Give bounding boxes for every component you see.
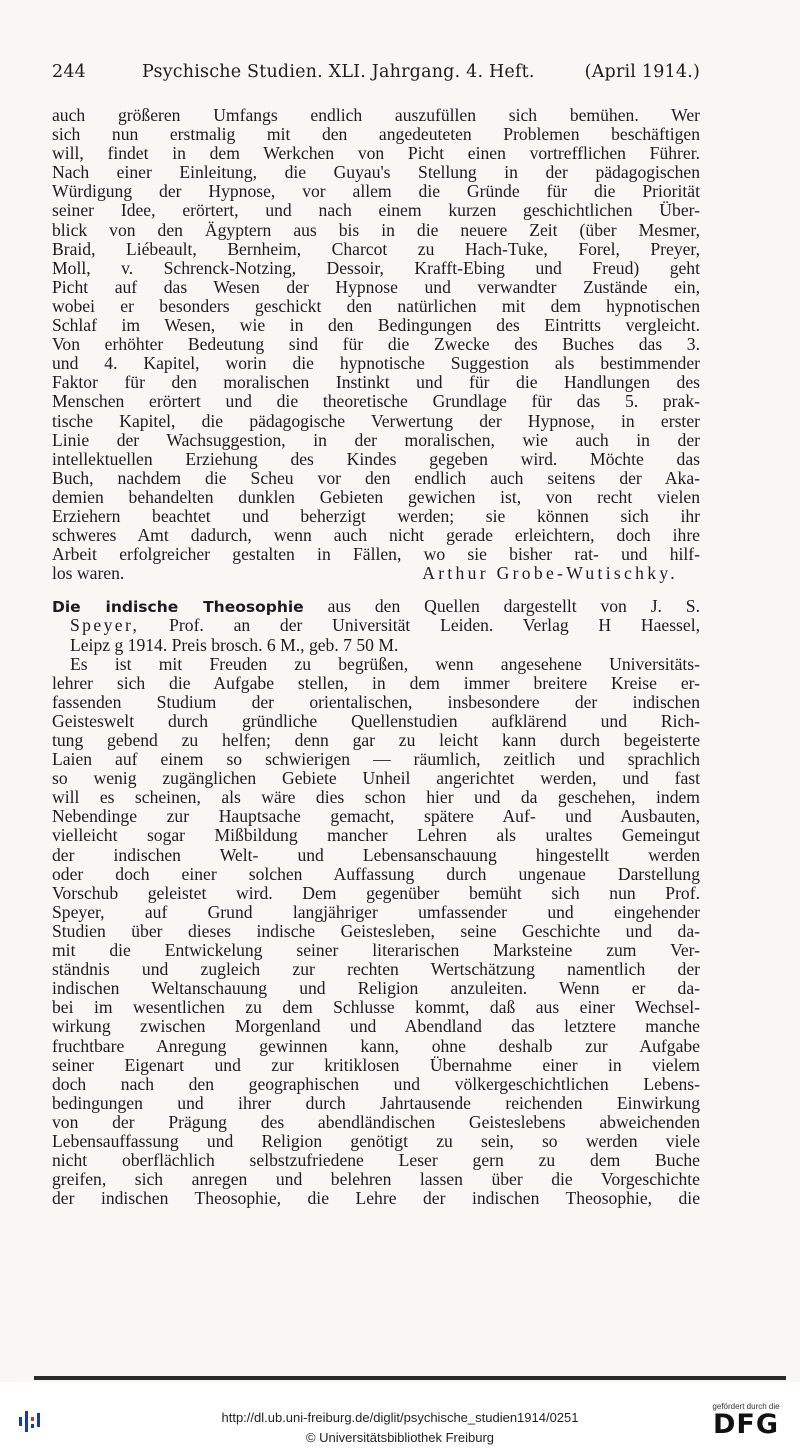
- review-picht-line: Würdigung der Hypnose, vor allem die Gründe für die Priorität: [52, 181, 700, 202]
- review-speyer-line: der indischen Theosophie, die Lehre der indischen Theosophie, die: [52, 1188, 700, 1209]
- review-picht-line: will, findet in dem Werkchen von Picht einen vortrefflichen Führer.: [52, 143, 700, 164]
- review-speyer-line: Speyer, auf Grund langjähriger umfassender und eingehender: [52, 901, 700, 922]
- review-speyer-line: bedingungen und ihrer durch Jahrtausende reichenden Einwirkung: [52, 1092, 700, 1113]
- review-book-author: Speyer,: [70, 615, 140, 636]
- review-speyer-line: der indischen Welt- und Lebensanschauung hingestellt werden: [52, 844, 700, 865]
- review-speyer-line: wirkung zwischen Morgenland und Abendland das letztere manche: [52, 1016, 700, 1037]
- review-heading-line: [52, 597, 700, 616]
- review-picht-line: Von erhöhter Bedeutung sind für die Zwecke des Buches das 3.: [52, 334, 700, 355]
- review-speyer-line: Studien über dieses indische Geistesleben, seine Geschichte und da-: [52, 920, 700, 941]
- review-picht-line: und 4. Kapitel, worin die hypnotische Suggestion als bestimmender: [52, 353, 700, 374]
- review-picht-line: seiner Idee, erörtert, und nach einem kurzen geschichtlichen Über-: [52, 200, 700, 221]
- review-speyer-line: will es scheinen, als wäre dies schon hier und da geschehen, indem: [52, 787, 700, 808]
- review-speyer-line: indischen Weltanschauung und Religion anzuleiten. Wenn er da-: [52, 978, 700, 999]
- review-speyer-line: Laien auf einem so schwierigen — räumlich, zeitlich und sprachlich: [52, 749, 700, 770]
- review-picht-line: Faktor für den moralischen Instinkt und für die Handlungen des: [52, 372, 700, 393]
- dfg-funded-by: gefördert durch die: [712, 1402, 780, 1411]
- review-book-title-rest: aus den Quellen dargestellt von J. S.: [327, 596, 700, 617]
- running-header: [52, 62, 700, 82]
- review-picht-line: sich nun erstmalig mit den angedeuteten Problemen beschäftigen: [52, 124, 700, 145]
- review-publication-line: Leipz g 1914. Preis brosch. 6 M., geb. 7 50 M.: [70, 634, 399, 655]
- review-picht-line: Arbeit erfolgreicher gestalten in Fällen, wo sie bisher rat- und hilf-: [52, 544, 700, 565]
- review-speyer-line: Lebensauffassung und Religion genötigt zu sein, so werden viele: [52, 1130, 700, 1151]
- review-speyer-line: vielleicht sogar Mißbildung mancher Lehren als uraltes Gemeingut: [52, 825, 700, 846]
- review-speyer-line: Nebendinge zur Hauptsache gemacht, spätere Auf- und Ausbauten,: [52, 806, 700, 827]
- review-picht-line: tische Kapitel, die pädagogische Verwertung der Hypnose, in erster: [52, 410, 700, 431]
- dfg-logo: [704, 1402, 788, 1439]
- review-speyer-line: greifen, sich anregen und belehren lassen über die Vorgeschichte: [52, 1169, 700, 1190]
- review-closing-line: [52, 564, 700, 583]
- review-picht-line: Buch, nachdem die Scheu vor den endlich auch seitens der Aka-: [52, 467, 700, 488]
- body-text: [52, 106, 700, 1208]
- review-picht-line: Linie der Wachsuggestion, in der moralischen, wie auch in der: [52, 429, 700, 450]
- review-picht-line: wobei er besonders geschickt den natürlichen mit dem hypnotischen: [52, 295, 700, 316]
- page-bottom-rule: [34, 1376, 786, 1380]
- dfg-wordmark: DFG: [712, 1409, 780, 1440]
- review-meta-line: [52, 616, 700, 635]
- review-picht-line: Nach einer Einleitung, die Guyau's Stellung in der pädagogischen: [52, 162, 700, 183]
- review-speyer-line: nicht oberflächlich selbstzufriedene Leser gern zu dem Buche: [52, 1150, 700, 1171]
- review-picht-line: schweres Amt dadurch, wenn auch nicht gerade erleichtern, doch ihre: [52, 525, 700, 546]
- review-speyer-line: doch nach den geographischen und völkergeschichtlichen Lebens-: [52, 1073, 700, 1094]
- review-speyer-line: so wenig zugänglichen Gebiete Unheil angerichtet werden, und fast: [52, 768, 700, 789]
- issue-date: (April 1914.): [584, 62, 700, 82]
- review-picht-line: Menschen erörtert und die theoretische Grundlage für das 5. prak-: [52, 391, 700, 412]
- review-speyer-line: Geisteswelt durch gründliche Quellenstudien aufklärend und Rich-: [52, 710, 700, 731]
- review-picht-line: blick von den Ägyptern aus bis in die neuere Zeit (über Mesmer,: [52, 219, 700, 240]
- review-speyer-line: mit die Entwickelung seiner literarischen Marksteine zum Ver-: [52, 940, 700, 961]
- source-url[interactable]: http://dl.ub.uni-freiburg.de/diglit/psychische_studien1914/0251: [221, 1410, 579, 1425]
- review-speyer-line: seiner Eigenart und zur kritiklosen Übernahme einer in vielem: [52, 1054, 700, 1075]
- review-picht-line: Erziehern beachtet und beherzigt werden; sie können sich ihr: [52, 505, 700, 526]
- review-picht-line: auch größeren Umfangs endlich auszufüllen sich bemühen. Wer: [52, 105, 700, 125]
- review-picht-line: demien behandelten dunklen Gebieten gewichen ist, von recht vielen: [52, 486, 700, 507]
- review-speyer-line: Vorschub geleistet wird. Dem gegenüber bemüht sich nun Prof.: [52, 882, 700, 903]
- review-picht-line: Picht auf das Wesen der Hypnose und verwandter Zustände ein,: [52, 276, 700, 297]
- review-speyer-line: tung gebend zu helfen; denn gar zu leicht kann durch begeisterte: [52, 730, 700, 750]
- review-picht-line: Moll, v. Schrenck-Notzing, Dessoir, Krafft-Ebing und Freud) geht: [52, 257, 700, 278]
- review-speyer-line: ständnis und zugleich zur rechten Wertschätzung namentlich der: [52, 959, 700, 980]
- digital-library-footer: [0, 1382, 800, 1452]
- review-picht-line: intellektuellen Erziehung des Kindes gegeben wird. Möchte das: [52, 448, 700, 469]
- review-speyer: [52, 655, 700, 1209]
- review-picht-line: Braid, Liébeault, Bernheim, Charcot zu Hach-Tuke, Forel, Preyer,: [52, 238, 700, 259]
- review-picht: [52, 106, 700, 564]
- journal-title: Psychische Studien. XLI. Jahrgang. 4. Heft.: [142, 62, 535, 82]
- review-picht-line: Schlaf im Wesen, wie in den Bedingungen des Eintritts vergleicht.: [52, 315, 700, 336]
- review-speyer-line: Es ist mit Freuden zu begrüßen, wenn angesehene Universitäts-: [70, 653, 700, 674]
- page-number: 244: [52, 62, 87, 82]
- review-speyer-line: lehrer sich die Aufgabe stellen, in dem immer breitere Kreise er-: [52, 672, 700, 693]
- review-book-title: Die indische Theosophie: [52, 598, 304, 617]
- review-speyer-line: bei im wesentlichen zu dem Schlusse kommt, daß aus einer Wechsel-: [52, 997, 700, 1018]
- review-speyer-line: oder doch einer solchen Auffassung durch ungenaue Darstellung: [52, 863, 700, 884]
- review-speyer-line: fassenden Studium der orientalischen, insbesondere der indischen: [52, 691, 700, 712]
- review-speyer-line: fruchtbare Anregung gewinnen kann, ohne deshalb zur Aufgabe: [52, 1035, 700, 1056]
- reviewer-signature: Arthur Grobe-Wutischky.: [422, 563, 678, 584]
- review-meta-rest: Prof. an der Universität Leiden. Verlag H Haessel,: [169, 615, 700, 636]
- closing-words: los waren.: [52, 563, 125, 584]
- copyright-notice: © Universitätsbibliothek Freiburg: [305, 1430, 495, 1445]
- review-speyer-line: von der Prägung des abendländischen Geisteslebens abweichenden: [52, 1111, 700, 1132]
